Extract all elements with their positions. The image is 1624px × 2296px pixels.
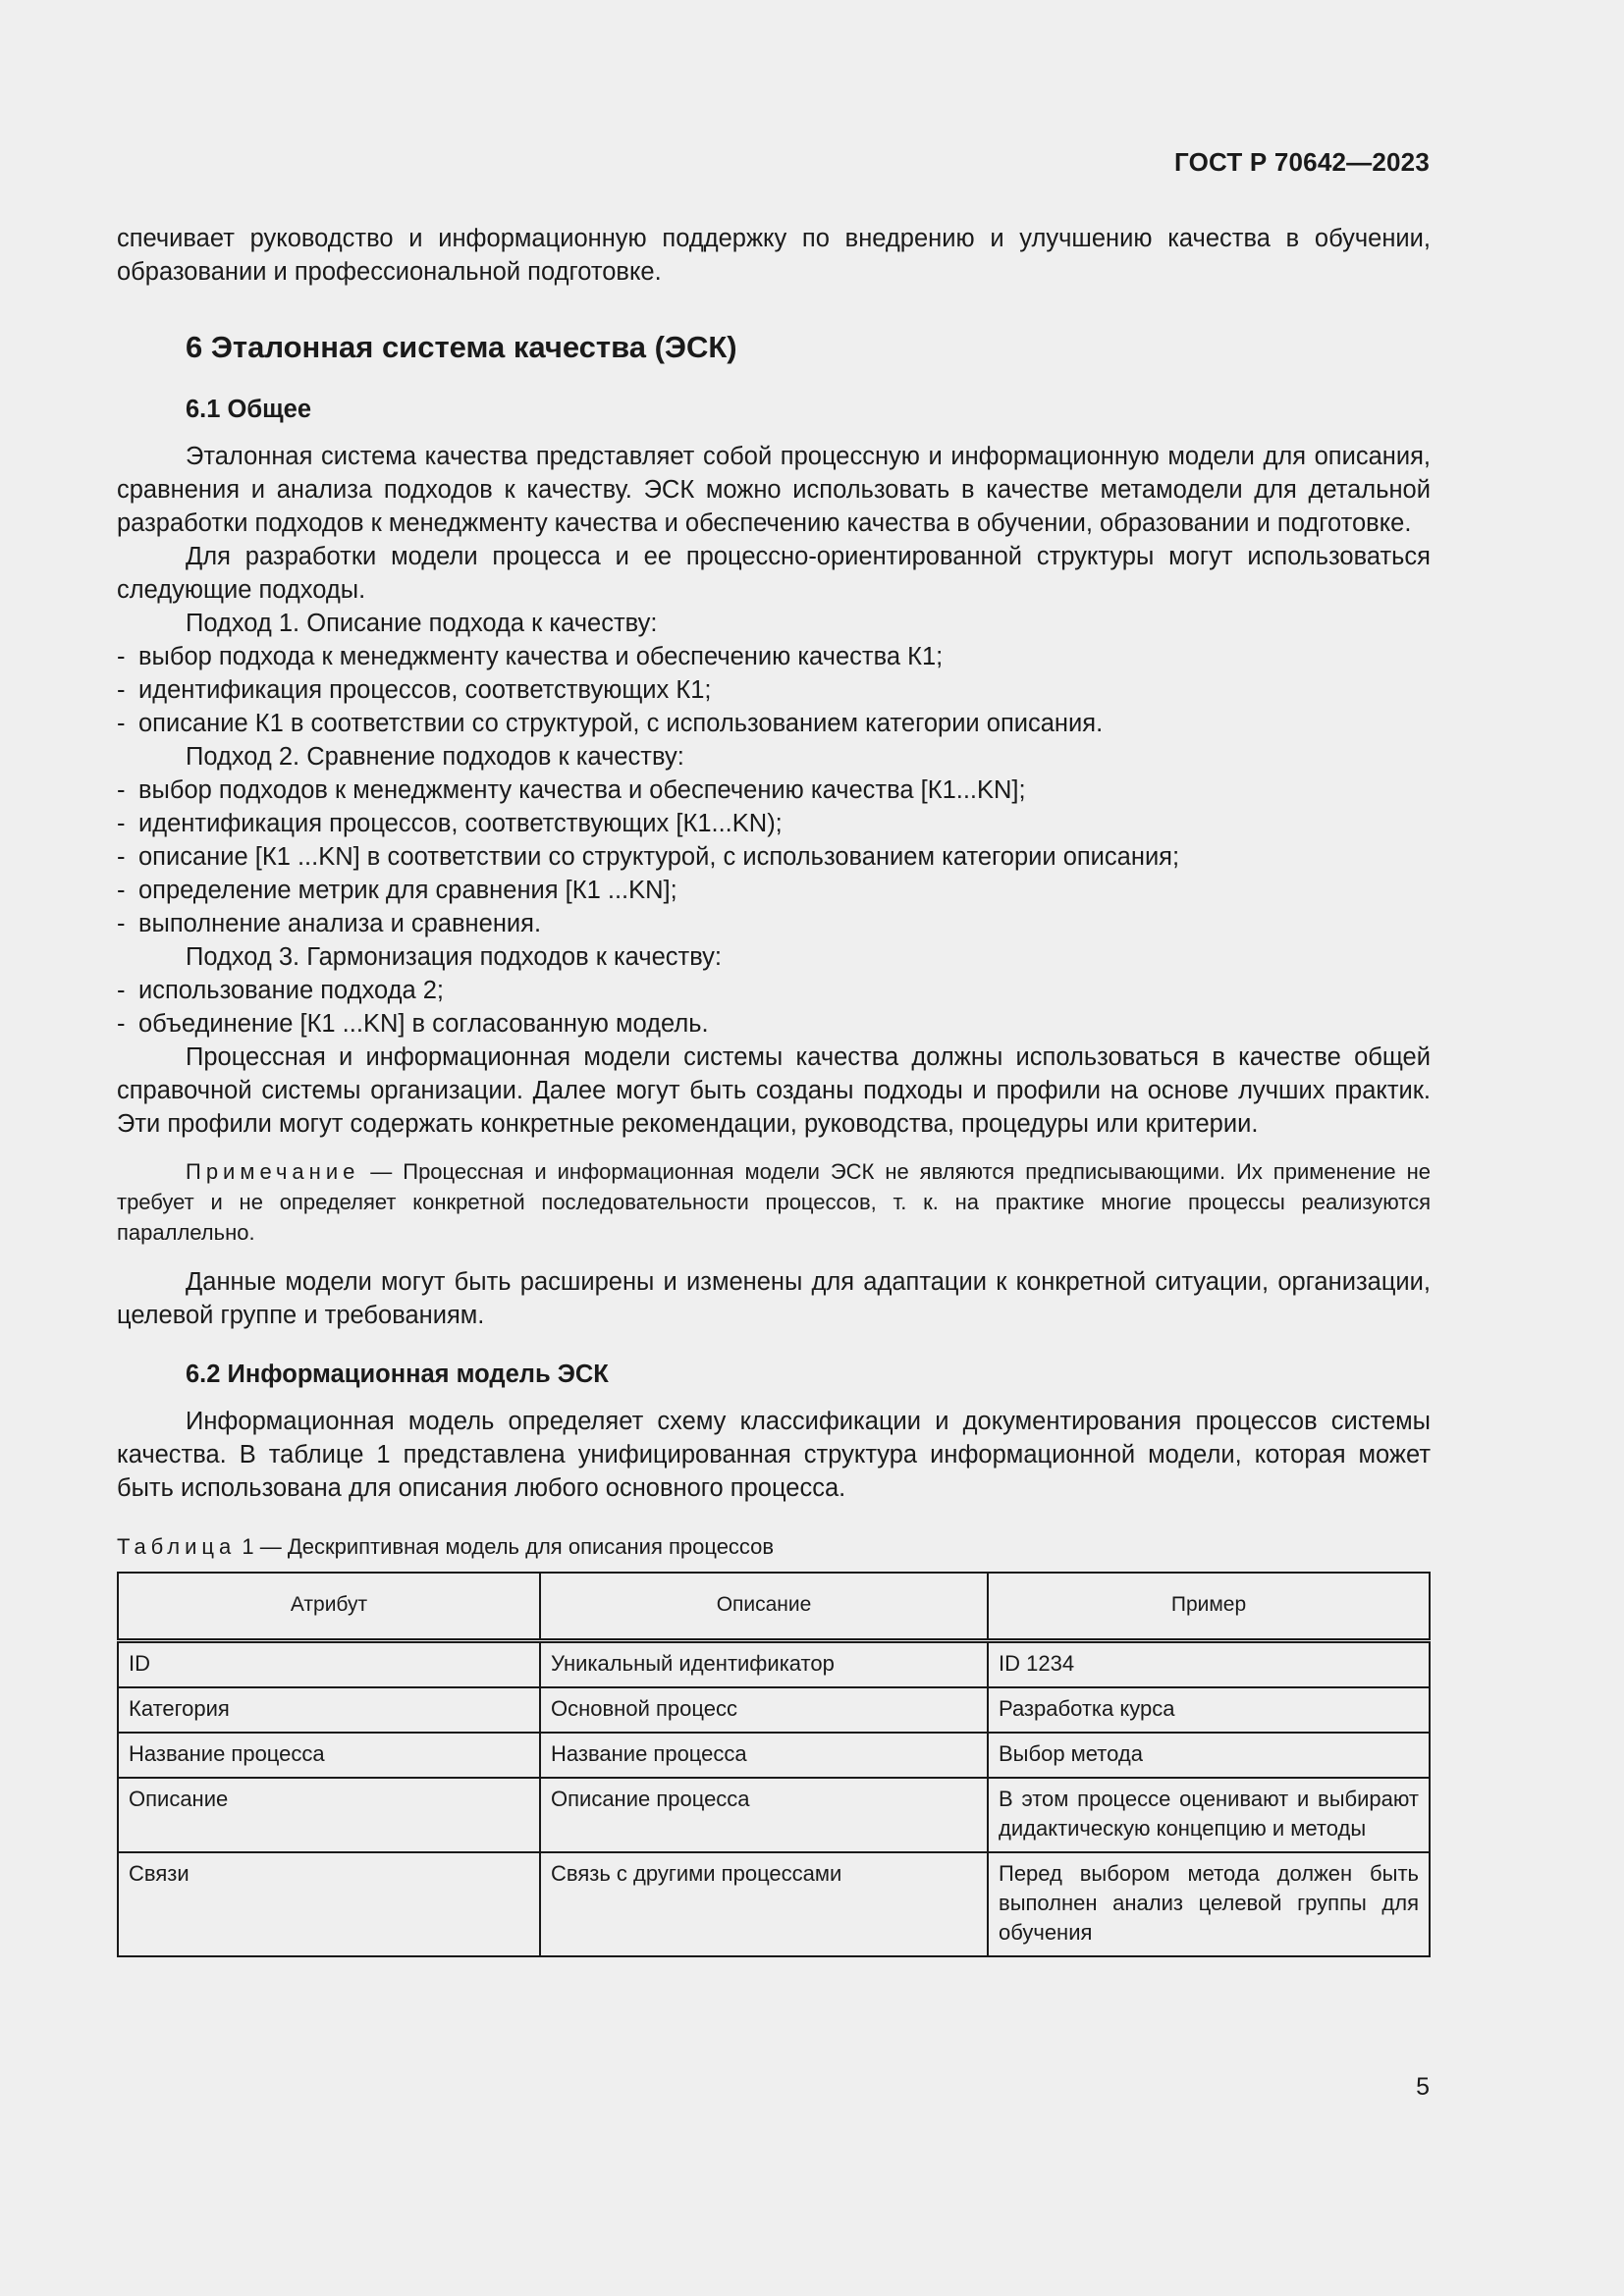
list-item: - описание К1 в соответствии со структурой, с использованием категории описания.	[117, 710, 1104, 737]
page-number: 5	[1416, 2073, 1430, 2101]
section-6-heading: 6 Эталонная система качества (ЭСК)	[186, 330, 737, 364]
list-item: - объединение [К1 ...KN] в согласованную модель.	[117, 1010, 709, 1038]
table-row	[118, 1852, 1430, 1956]
approach-3-list	[117, 974, 1431, 1041]
approach-1-title: Подход 1. Описание подхода к качеству:	[186, 610, 658, 637]
note	[117, 1156, 1431, 1248]
table-cell: Название процесса	[118, 1733, 540, 1778]
table-cell: Связи	[118, 1852, 540, 1956]
list-item: - идентификация процессов, соответствующих [К1...KN);	[117, 810, 783, 837]
page-content	[117, 222, 1431, 1957]
table-caption	[117, 1532, 1431, 1562]
table-header-row	[118, 1573, 1430, 1641]
document-code: ГОСТ Р 70642—2023	[1174, 147, 1430, 177]
note-text: — Процессная и информационная модели ЭСК не являются предписывающими. Их применение не требует и не определяет конкретной последовательности процессов, т. к. на практике многие процессы реализуются параллельно.	[117, 1159, 1431, 1245]
list-item: - описание [К1 ...KN] в соответствии со структурой, с использованием категории описания;	[117, 843, 1180, 871]
table-caption-label: Таблица	[117, 1534, 237, 1559]
section-6-2-paragraph-1: Информационная модель определяет схему классификации и документирования процессов системы качества. В таблице 1 представлена унифицированная структура информационной модели, которая может быть использована для описания любого основного процесса.	[117, 1408, 1431, 1502]
section-6-1-paragraph-3: Процессная и информационная модели системы качества должны использоваться в качестве общей справочной системы организации. Далее могут быть созданы подходы и профили на основе лучших практик. Эти профили могут содержать конкретные рекомендации, руководства, процедуры или критерии.	[117, 1043, 1431, 1138]
table-cell: ID 1234	[988, 1641, 1430, 1688]
header-description: Описание	[540, 1573, 988, 1641]
table-cell: Название процесса	[540, 1733, 988, 1778]
table-cell: Категория	[118, 1687, 540, 1733]
table-row	[118, 1778, 1430, 1852]
header-attribute: Атрибут	[118, 1573, 540, 1641]
table-caption-text: 1 — Дескриптивная модель для описания процессов	[236, 1534, 775, 1559]
note-label: Примечание	[186, 1159, 360, 1184]
approach-2-list	[117, 774, 1431, 940]
table-cell: Описание	[118, 1778, 540, 1852]
list-item: - определение метрик для сравнения [К1 ...KN];	[117, 877, 677, 904]
list-item: - использование подхода 2;	[117, 977, 445, 1004]
table-row	[118, 1733, 1430, 1778]
list-item: - выполнение анализа и сравнения.	[117, 910, 542, 937]
table-cell: Перед выбором метода должен быть выполнен анализ целевой группы для обучения	[988, 1852, 1430, 1956]
list-item: - выбор подходов к менеджменту качества и обеспечению качества [К1...KN];	[117, 776, 1026, 804]
section-6-2-heading: 6.2 Информационная модель ЭСК	[186, 1361, 609, 1388]
table-cell: Связь с другими процессами	[540, 1852, 988, 1956]
process-description-table	[117, 1572, 1431, 1957]
section-6-1-paragraph-2: Для разработки модели процесса и ее процессно-ориентированной структуры могут использоваться следующие подходы.	[117, 543, 1431, 604]
table-cell: Выбор метода	[988, 1733, 1430, 1778]
approach-2-title: Подход 2. Сравнение подходов к качеству:	[186, 743, 684, 771]
table-cell: Описание процесса	[540, 1778, 988, 1852]
approach-3-title: Подход 3. Гармонизация подходов к качеству:	[186, 943, 723, 971]
table-cell: Разработка курса	[988, 1687, 1430, 1733]
approach-1-list	[117, 640, 1431, 740]
table-cell: В этом процессе оценивают и выбирают дидактическую концепцию и методы	[988, 1778, 1430, 1852]
section-6-1-paragraph-4: Данные модели могут быть расширены и изменены для адаптации к конкретной ситуации, организации, целевой группе и требованиям.	[117, 1268, 1431, 1329]
section-6-1-paragraph-1: Эталонная система качества представляет собой процессную и информационную модели для описания, сравнения и анализа подходов к качеству. ЭСК можно использовать в качестве метамодели для детальной разработки подходов к менеджменту качества и обеспечению качества в обучении, образовании и подготовке.	[117, 443, 1431, 537]
table-row	[118, 1641, 1430, 1688]
table-row	[118, 1687, 1430, 1733]
table-cell: ID	[118, 1641, 540, 1688]
section-6-1-heading: 6.1 Общее	[186, 396, 311, 423]
table-cell: Основной процесс	[540, 1687, 988, 1733]
list-item: - идентификация процессов, соответствующих К1;	[117, 676, 712, 704]
list-item: - выбор подхода к менеджменту качества и обеспечению качества К1;	[117, 643, 944, 670]
intro-paragraph: спечивает руководство и информационную поддержку по внедрению и улучшению качества в обучении, образовании и профессиональной подготовке.	[117, 225, 1431, 286]
header-example: Пример	[988, 1573, 1430, 1641]
table-cell: Уникальный идентификатор	[540, 1641, 988, 1688]
